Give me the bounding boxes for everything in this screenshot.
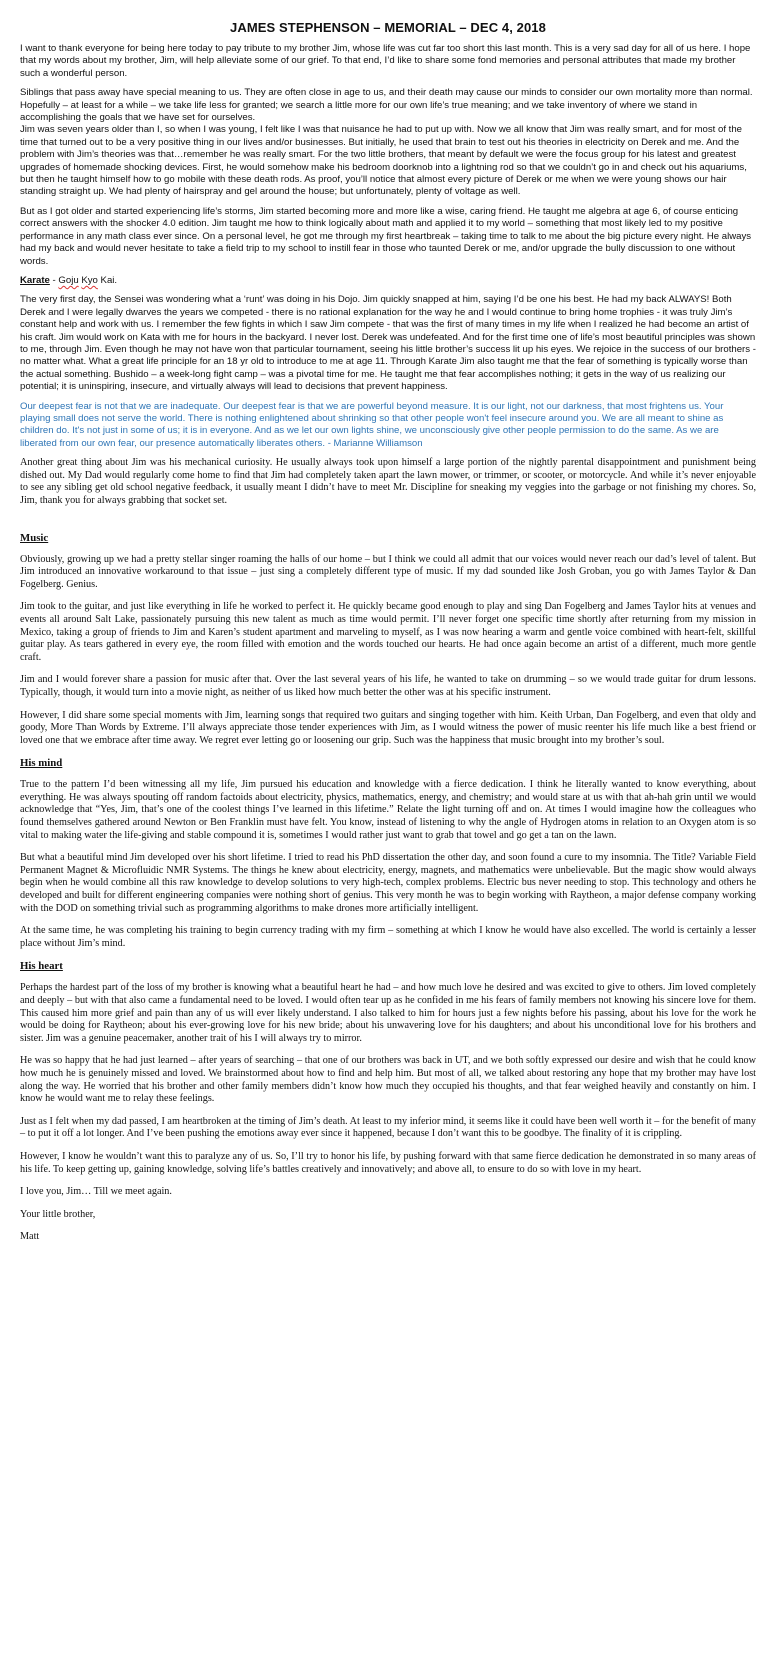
music-paragraph-4: However, I did share some special moments with Jim, learning songs that required two guitars and singing together with him. Keith Urban, Dan Fogelberg, and even that oldy and goody, More Than Words by Extreme. I’ll always appreciate those tender experiences with Jim, as I would witness the power of music reenter his life much like a best friend or loved one that we embrace after time away. We regret ever letting go or loosening our grip. Such was the happiness that music brought into my brother’s soul.	[20, 709, 756, 746]
intro-paragraph-3: Jim was seven years older than I, so when I was young, I felt like I was that nuisance he had to put up with. Now we all know that Jim was really smart, and for most of the time that turned out to be a very positive thing in our lives and/or businesses. But initially, he used that brain to test out his theories in electricity on Derek and me. And the problem with Jim’s theories was that…remember he was really smart. For the two little brothers, that meant by default we were the focus group for his latest and greatest upgrades of homemade shocking devices. First, he would somehow make his bedroom doorknob into a lightning rod so that we couldn’t go in and check out his aquariums, but then he taught himself how to go mobile with these death rods. As proof, you’ll notice that almost every picture of Derek or me when we were young shows our hair standing straight up. We had plenty of hairspray and gel around the house; but unfortunately, plenty of voltage as well.	[20, 124, 747, 198]
karate-quote: Our deepest fear is not that we are inadequate. Our deepest fear is that we are powerful beyond measure. It is our light, not our darkness, that most frightens us. Your playing small does not serve the world. There is nothing enlightened about shrinking so that other people won't feel insecure around you. We are all meant to shine as children do. It's not just in some of us; it is in everyone. And as we let our own lights shine, we unconsciously give other people permission to do the same. As we are liberated from our own fear, our presence automatically liberates others. - Marianne Williamson	[20, 400, 724, 449]
intro-paragraph-2: Siblings that pass away have special meaning to us. They are often close in age to us, and their death may cause our minds to consider our own mortality more than normal. Hopefully – at least for a while – we take life less for granted; we search a little more for our own life’s true meaning; and we take inventory of where we stand in accomplishing the goals that we have set for ourselves.	[20, 87, 753, 124]
heart-paragraph-2: He was so happy that he had just learned – after years of searching – that one of our brothers was back in UT, and we both softly expressed our desire and wish that he could know how much he is genuinely missed and loved. We brainstormed about how to find and help him. But most of all, we talked about restoring any hope that my brother may have lost along the way. He worried that his brother and other family members didn’t know how much they occupied his thoughts, and that fear weighed heavily and constantly on him. I know he would want me to relay these feelings.	[20, 1055, 756, 1105]
signature: Matt	[20, 1231, 40, 1243]
music-paragraph-2: Jim took to the guitar, and just like everything in life he worked to perfect it. He quickly became good enough to play and sing Dan Fogelberg and James Taylor hits at venues and events all around Salt Lake, passionately pursuing this new talent as much as time would permit. I’ll never forget one specific time shortly after returning from my mission in Mexico, taking a group of friends to Jim and Karen’s student apartment and marveling to myself, as I was now hearing a warm and gentle voice combined with heart-felt, skillful guitar play. As tears gathered in every eye, the room filled with emotion and the words touched our hearts. He had once again become an artist of a different, much more gentle craft.	[20, 601, 756, 663]
karate-style-goju: Goju	[58, 274, 79, 286]
mind-heading: His mind	[20, 757, 63, 770]
music-paragraph-1: Obviously, growing up we had a pretty stellar singer roaming the halls of our home – but I think we could all admit that our voices would never reach our dad’s level of talent. But Jim introduced an innovative workaround to that issue – just sing a completely different type of music. If my dad sounded like Josh Groban, you go with James Taylor & Dan Fogelberg. Genius.	[20, 553, 756, 590]
heart-paragraph-1: Perhaps the hardest part of the loss of my brother is knowing what a beautiful heart he had – and how much love he desired and was excited to give to others. Jim loved completely and deeply – but with that also came a fundamental need to be loved. I would often tear up as he confided in me his fears of family members not knowing his sincere love for them. This caused him more grief and pain than any of us will ever likely understand. I also talked to him for hours just a few nights before his passing, about his love for the work he would be doing for Raytheon; about his ever-growing love for his new bride; about his unwavering love for his daughters; and about his unconditional love for his brothers and sister. Jim was a genuine peacemaker, another trait of his I will always try to mirror.	[20, 982, 756, 1044]
closing-line: I love you, Jim… Till we meet again.	[20, 1186, 172, 1198]
mechanical-paragraph: Another great thing about Jim was his mechanical curiosity. He usually always took upon himself a large portion of the nightly parental disappointment and punishment being dished out. My Dad would regularly come home to find that Jim had completely taken apart the lawn mower, or trimmer, or scooter, or motorcycle. And while it’s never enjoyable to see any sibling get old school negative feedback, it usually meant I didn’t have to meet Mr. Discipline for sneaking my veggies into the garbage or not finishing my chores. So, Jim, thank you for always grabbing that socket set.	[20, 457, 756, 506]
karate-style-kai: Kai.	[97, 274, 118, 286]
karate-heading-dash: -	[49, 274, 59, 286]
mind-paragraph-2: But what a beautiful mind Jim developed over his short lifetime. I tried to read his PhD dissertation the other day, and soon found a cure to my insomnia. The Title? Variable Field Permanent Magnet & Microfluidic NMR Systems. The things he knew about electricity, energy, magnets, and mathematics were unbelievable. But the magic show would always begin when he would combine all this raw knowledge to develop solutions to very high-tech, complex problems. Electric bus never needing to stop. This technology and others he developed and built for different engineering companies were nothing short of genius. This very month he was to begin working with Raytheon, a major defense company working with the DOD on something trivial such as programming algorithms to make drones more artificially intelligent.	[20, 852, 756, 914]
section-spacer	[20, 518, 756, 532]
heart-heading: His heart	[20, 960, 63, 973]
karate-paragraph: The very first day, the Sensei was wondering what a ‘runt’ was doing in his Dojo. Jim quickly snapped at him, saying I’d be one his best. He had my back ALWAYS! Both Derek and I were legally dwarves the years we competed - there is no rational explanation for the way he and I would continue to bring home trophies - it was truly Jim’s constant help and work with us. I remember the few fights in which I saw Jim compete - that was the first of many times in my life when I realized he had become an artist of his craft. Jim would work on Kata with me for hours in the backyard. I never lost. Derek was undefeated. And for the first time one of life’s most beautiful principles was shown to me, through Jim. Even though he may not have won that particular tournament, seeing his little brother’s success lit up his eyes. We rejoice in the success of our brothers - no matter what. What a great life principle for an 18 yr old to introduce to me at age 11. Through Karate Jim also taught me that the fear of something is typically worse than the actual something. Bushido – a week-long fight camp – was a pivotal time for me. He taught me that fear accomplishes nothing; it gets in the way of us realizing our potential; it is uninspiring, insecure, and virtually always will lead to decisions that prevent happiness.	[20, 294, 756, 393]
karate-style-kyo: Kyo	[81, 274, 98, 286]
closing-salutation: Your little brother,	[20, 1208, 96, 1220]
music-heading: Music	[20, 531, 49, 544]
music-paragraph-3: Jim and I would forever share a passion for music after that. Over the last several years of his life, he wanted to take on drumming – so we would trade guitar for drum lessons. Typically, though, it would turn into a movie night, as neither of us liked how much better the other was at his specific instrument.	[20, 674, 756, 698]
document-title: JAMES STEPHENSON – MEMORIAL – DEC 4, 2018	[230, 20, 546, 35]
intro-paragraph-4: But as I got older and started experiencing life’s storms, Jim started becoming more and more like a wise, caring friend. He taught me algebra at age 6, of course enticing correct answers with the shocker 4.0 edition. Jim taught me how to think logically about math and applied it to my world – something that most likely led to my positive performance in any math class ever since. On a personal level, he got me through my first heartbreak – taking time to talk to me about the big picture every night. He always had my back and would never hesitate to take a field trip to my school to instill fear in those who taunted Derek or me, and/or upgrade the bully discussion to one without words.	[20, 205, 752, 267]
heart-paragraph-3: Just as I felt when my dad passed, I am heartbroken at the timing of Jim’s death. At least to my inferior mind, it seems like it could have been well worth it – for the benefit of many – to put it off a lot longer. And I’ve been pushing the emotions away ever since it happened, because I don’t want this to be goodbye. The finality of it is crippling.	[20, 1115, 756, 1140]
mind-paragraph-3: At the same time, he was completing his training to begin currency trading with my firm – something at which I know he would have also excelled. The world is certainly a lesser place without Jim’s mind.	[20, 925, 756, 949]
karate-heading-label: Karate	[20, 274, 50, 286]
heart-paragraph-4: However, I know he wouldn’t want this to paralyze any of us. So, I’ll try to honor his life, by pushing forward with that same fierce dedication he demonstrated in so many areas of his life. To keep getting up, gaining knowledge, solving life’s battles creatively and innovatively; and above all, to ensure to do so with love in my heart.	[20, 1150, 756, 1175]
intro-paragraph-1: I want to thank everyone for being here today to pay tribute to my brother Jim, whose life was cut far too short this last month. This is a very sad day for all of us here. I hope that my words about my brother, Jim, will help alleviate some of our grief. To that end, I’d like to share some fond memories and personal attributes that made my brother such a wonderful person.	[20, 43, 751, 79]
mind-paragraph-1: True to the pattern I’d been witnessing all my life, Jim pursued his education and knowledge with a fierce dedication. I think he literally wanted to know everything, about everything. He was always spouting off random factoids about electricity, physics, mathematics, energy, and chemistry; and would stare at us with that ah-hah grin until we would acknowledge that “Yes, Jim, that’s one of the coolest things I’ve learned in this lifetime.” Relate the light turning off and on. At times I would imagine how the colleagues who found themselves gathered around Newton or Ben Franklin must have felt. You know, instead of listening to why the angle of Hydrogen atoms in relation to an Oxygen atom is so vital to making water the life-giving and stable compound it is, sometimes I would rather just want to grab that towel and go get a tan on the lawn.	[20, 779, 756, 841]
karate-heading	[20, 275, 756, 287]
